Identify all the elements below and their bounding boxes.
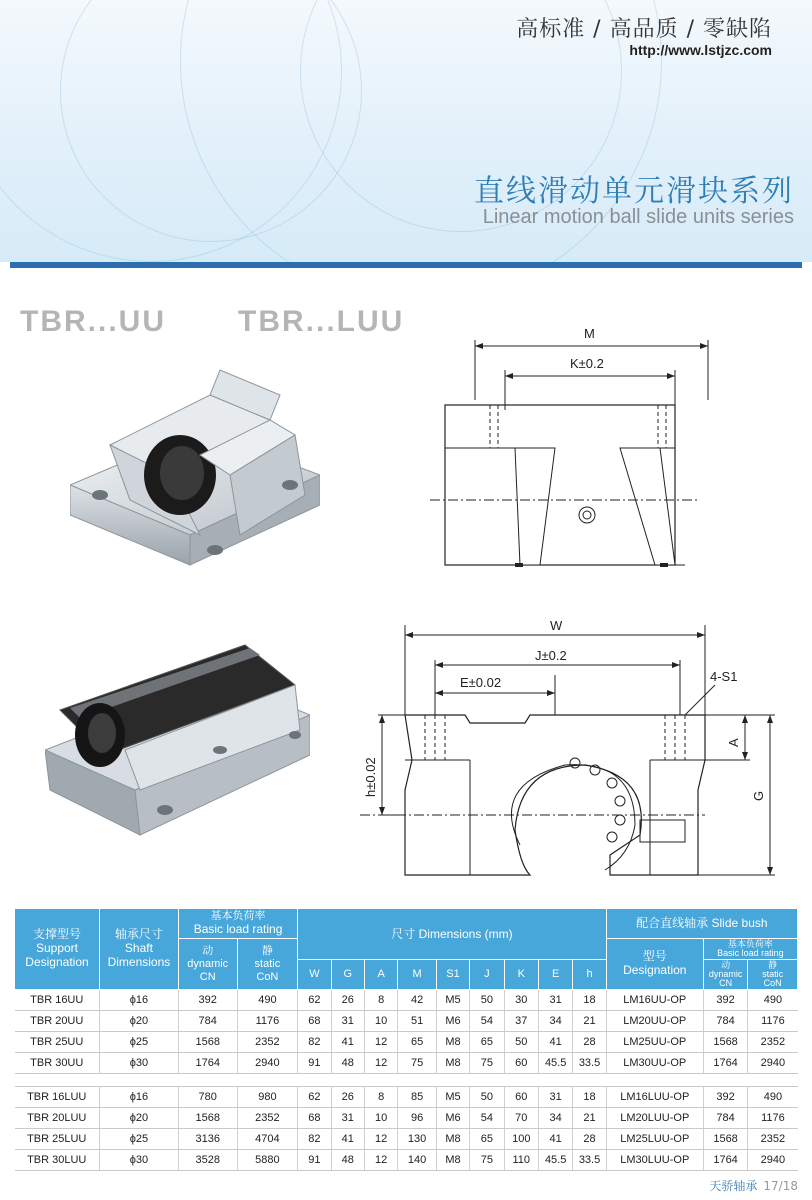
table-cell: 34 bbox=[538, 1011, 572, 1032]
table-cell: 12 bbox=[364, 1053, 397, 1074]
table-cell: 68 bbox=[298, 1108, 331, 1129]
dim-label-w: W bbox=[550, 618, 563, 633]
table-cell: 82 bbox=[298, 1032, 331, 1053]
table-cell: 62 bbox=[298, 1087, 331, 1108]
header-bush-load: 基本负荷率 Basic load rating bbox=[703, 939, 797, 960]
table-cell: TBR 30LUU bbox=[15, 1150, 100, 1171]
table-cell: 60 bbox=[504, 1053, 538, 1074]
table-cell: 100 bbox=[504, 1129, 538, 1150]
table-cell: 490 bbox=[748, 1087, 798, 1108]
table-cell: ϕ20 bbox=[99, 1011, 178, 1032]
header-dim-a: A bbox=[364, 960, 397, 990]
table-cell: 33.5 bbox=[573, 1150, 606, 1171]
table-cell: 28 bbox=[573, 1032, 606, 1053]
dim-label-m: M bbox=[584, 326, 595, 341]
table-cell: 31 bbox=[538, 1087, 572, 1108]
spec-table bbox=[14, 908, 798, 1171]
table-cell: ϕ30 bbox=[99, 1053, 178, 1074]
table-cell: LM20UU-OP bbox=[606, 1011, 703, 1032]
dim-label-s: 4-S1 bbox=[710, 669, 738, 684]
page-title-cn: 直线滑动单元滑块系列 bbox=[474, 174, 794, 209]
footer-brand: 天骄轴承 bbox=[709, 1179, 758, 1193]
header-support: 支撑型号 Support Designation bbox=[15, 909, 100, 990]
table-cell: 10 bbox=[364, 1011, 397, 1032]
table-cell: 2940 bbox=[748, 1053, 798, 1074]
table-cell: 3528 bbox=[178, 1150, 237, 1171]
table-cell: 50 bbox=[470, 1087, 504, 1108]
table-cell: M8 bbox=[436, 1032, 469, 1053]
table-cell: 48 bbox=[331, 1150, 364, 1171]
table-cell: 41 bbox=[538, 1129, 572, 1150]
table-cell: LM25LUU-OP bbox=[606, 1129, 703, 1150]
table-cell: 5880 bbox=[237, 1150, 298, 1171]
table-cell: 780 bbox=[178, 1087, 237, 1108]
table-cell: 65 bbox=[470, 1129, 504, 1150]
table-cell: 75 bbox=[398, 1053, 436, 1074]
table-row bbox=[15, 990, 798, 1011]
table-cell: TBR 30UU bbox=[15, 1053, 100, 1074]
header-dimensions: 尺寸 Dimensions (mm) bbox=[298, 909, 606, 960]
table-cell: 65 bbox=[470, 1032, 504, 1053]
header-divider bbox=[10, 262, 802, 268]
table-cell: 18 bbox=[573, 1087, 606, 1108]
table-cell: 490 bbox=[237, 990, 298, 1011]
table-cell: 8 bbox=[364, 990, 397, 1011]
table-cell: 490 bbox=[748, 990, 798, 1011]
table-cell: 12 bbox=[364, 1129, 397, 1150]
table-cell: 1176 bbox=[237, 1011, 298, 1032]
table-row bbox=[15, 1087, 798, 1108]
table-cell: 110 bbox=[504, 1150, 538, 1171]
table-cell: 48 bbox=[331, 1053, 364, 1074]
table-row bbox=[15, 1011, 798, 1032]
dim-label-h: h±0.02 bbox=[363, 757, 378, 797]
table-cell: TBR 25LUU bbox=[15, 1129, 100, 1150]
table-cell: 2352 bbox=[748, 1032, 798, 1053]
header-dim-g: G bbox=[331, 960, 364, 990]
table-cell: 33.5 bbox=[573, 1053, 606, 1074]
dim-label-e: E±0.02 bbox=[460, 675, 502, 690]
table-cell: 75 bbox=[470, 1053, 504, 1074]
table-cell: M5 bbox=[436, 1087, 469, 1108]
table-cell: 2352 bbox=[237, 1032, 298, 1053]
table-cell: 1176 bbox=[748, 1011, 798, 1032]
table-cell: 784 bbox=[178, 1011, 237, 1032]
table-cell: 85 bbox=[398, 1087, 436, 1108]
page-header bbox=[0, 0, 812, 262]
drawing-front-view bbox=[360, 615, 790, 890]
table-cell: 82 bbox=[298, 1129, 331, 1150]
header-dim-e: E bbox=[538, 960, 572, 990]
table-cell: 2352 bbox=[748, 1129, 798, 1150]
table-cell: 21 bbox=[573, 1011, 606, 1032]
table-cell: 91 bbox=[298, 1053, 331, 1074]
table-cell: 980 bbox=[237, 1087, 298, 1108]
table-cell: 140 bbox=[398, 1150, 436, 1171]
table-cell: 60 bbox=[504, 1087, 538, 1108]
table-cell: LM20LUU-OP bbox=[606, 1108, 703, 1129]
table-cell: M5 bbox=[436, 990, 469, 1011]
table-cell: 8 bbox=[364, 1087, 397, 1108]
header-dim-w: W bbox=[298, 960, 331, 990]
table-cell: 54 bbox=[470, 1011, 504, 1032]
table-cell: 65 bbox=[398, 1032, 436, 1053]
table-cell: 12 bbox=[364, 1032, 397, 1053]
group-spacer bbox=[15, 1074, 798, 1087]
table-cell: M8 bbox=[436, 1129, 469, 1150]
table-row bbox=[15, 1129, 798, 1150]
table-cell: 50 bbox=[504, 1032, 538, 1053]
drawing-side-view bbox=[430, 320, 710, 580]
product-photo-luu bbox=[45, 640, 310, 840]
table-cell: 96 bbox=[398, 1108, 436, 1129]
dim-label-a: A bbox=[726, 738, 741, 747]
table-cell: 37 bbox=[504, 1011, 538, 1032]
table-cell: 62 bbox=[298, 990, 331, 1011]
company-url[interactable]: http://www.lstjzc.com bbox=[629, 42, 772, 58]
table-cell: 130 bbox=[398, 1129, 436, 1150]
table-cell: 784 bbox=[703, 1108, 748, 1129]
table-cell: 91 bbox=[298, 1150, 331, 1171]
table-cell: LM25UU-OP bbox=[606, 1032, 703, 1053]
table-cell: 45.5 bbox=[538, 1053, 572, 1074]
table-cell: 18 bbox=[573, 990, 606, 1011]
table-row bbox=[15, 1150, 798, 1171]
dim-label-g: G bbox=[751, 790, 766, 801]
table-cell: 34 bbox=[538, 1108, 572, 1129]
dim-label-k: K±0.2 bbox=[570, 356, 604, 371]
table-cell: 2940 bbox=[237, 1053, 298, 1074]
table-cell: 12 bbox=[364, 1150, 397, 1171]
header-bush-dynamic: 动 dynamic CN bbox=[703, 960, 748, 990]
header-bush-designation: 型号 Designation bbox=[606, 939, 703, 990]
table-cell: 26 bbox=[331, 1087, 364, 1108]
model-label-uu: TBR...UU bbox=[20, 305, 166, 338]
table-cell: 41 bbox=[538, 1032, 572, 1053]
table-cell: ϕ25 bbox=[99, 1032, 178, 1053]
dim-label-j: J±0.2 bbox=[535, 648, 567, 663]
table-cell: 784 bbox=[703, 1011, 748, 1032]
table-cell: 68 bbox=[298, 1011, 331, 1032]
header-dynamic: 动 dynamic CN bbox=[178, 939, 237, 990]
table-cell: 1764 bbox=[178, 1053, 237, 1074]
table-cell: M6 bbox=[436, 1108, 469, 1129]
table-cell: 26 bbox=[331, 990, 364, 1011]
model-label-luu: TBR...LUU bbox=[238, 305, 405, 338]
table-cell: TBR 20UU bbox=[15, 1011, 100, 1032]
table-cell: 1568 bbox=[703, 1032, 748, 1053]
table-cell: 28 bbox=[573, 1129, 606, 1150]
header-static: 静 static CoN bbox=[237, 939, 298, 990]
header-dim-m: M bbox=[398, 960, 436, 990]
table-cell: 51 bbox=[398, 1011, 436, 1032]
table-cell: 21 bbox=[573, 1108, 606, 1129]
table-cell: 31 bbox=[331, 1108, 364, 1129]
table-cell: 10 bbox=[364, 1108, 397, 1129]
table-cell: 75 bbox=[470, 1150, 504, 1171]
table-cell: 30 bbox=[504, 990, 538, 1011]
table-cell: 1764 bbox=[703, 1150, 748, 1171]
header-dim-h: h bbox=[573, 960, 606, 990]
header-slide-bush: 配合直线轴承 Slide bush bbox=[606, 909, 797, 939]
table-cell: LM30UU-OP bbox=[606, 1053, 703, 1074]
table-cell: 1568 bbox=[178, 1108, 237, 1129]
table-cell: 31 bbox=[538, 990, 572, 1011]
header-load-rating: 基本负荷率 Basic load rating bbox=[178, 909, 297, 939]
table-cell: 392 bbox=[703, 1087, 748, 1108]
table-cell: TBR 25UU bbox=[15, 1032, 100, 1053]
company-slogan: 高标准 / 高品质 / 零缺陷 bbox=[516, 17, 772, 42]
table-cell: TBR 20LUU bbox=[15, 1108, 100, 1129]
product-photo-uu bbox=[70, 365, 320, 580]
page-footer bbox=[709, 1177, 798, 1194]
spec-table-body bbox=[15, 990, 798, 1171]
table-row bbox=[15, 1032, 798, 1053]
table-cell: 1764 bbox=[703, 1053, 748, 1074]
table-cell: 45.5 bbox=[538, 1150, 572, 1171]
table-cell: ϕ20 bbox=[99, 1108, 178, 1129]
table-cell: 392 bbox=[178, 990, 237, 1011]
header-bush-static: 静 static CoN bbox=[748, 960, 798, 990]
table-cell: 31 bbox=[331, 1011, 364, 1032]
table-cell: 1568 bbox=[703, 1129, 748, 1150]
table-cell: M8 bbox=[436, 1053, 469, 1074]
table-cell: TBR 16LUU bbox=[15, 1087, 100, 1108]
table-cell: LM16UU-OP bbox=[606, 990, 703, 1011]
table-cell: TBR 16UU bbox=[15, 990, 100, 1011]
table-cell: 2352 bbox=[237, 1108, 298, 1129]
table-cell: LM16LUU-OP bbox=[606, 1087, 703, 1108]
table-cell: 3136 bbox=[178, 1129, 237, 1150]
table-cell: 54 bbox=[470, 1108, 504, 1129]
table-cell: M6 bbox=[436, 1011, 469, 1032]
table-cell: 1176 bbox=[748, 1108, 798, 1129]
table-cell: ϕ25 bbox=[99, 1129, 178, 1150]
table-cell: 70 bbox=[504, 1108, 538, 1129]
table-cell: 1568 bbox=[178, 1032, 237, 1053]
page-title-en: Linear motion ball slide units series bbox=[482, 206, 794, 228]
header-dim-j: J bbox=[470, 960, 504, 990]
table-cell: 2940 bbox=[748, 1150, 798, 1171]
table-cell: M8 bbox=[436, 1150, 469, 1171]
header-dim-k: K bbox=[504, 960, 538, 990]
table-cell: 41 bbox=[331, 1129, 364, 1150]
table-cell: 392 bbox=[703, 990, 748, 1011]
table-row bbox=[15, 1108, 798, 1129]
table-cell: 50 bbox=[470, 990, 504, 1011]
table-row bbox=[15, 1053, 798, 1074]
table-cell: LM30LUU-OP bbox=[606, 1150, 703, 1171]
table-cell: ϕ30 bbox=[99, 1150, 178, 1171]
table-cell: ϕ16 bbox=[99, 1087, 178, 1108]
table-cell: 4704 bbox=[237, 1129, 298, 1150]
header-dim-s1: S1 bbox=[436, 960, 469, 990]
table-cell: ϕ16 bbox=[99, 990, 178, 1011]
table-cell: 41 bbox=[331, 1032, 364, 1053]
header-shaft: 轴承尺寸 Shaft Dimensions bbox=[99, 909, 178, 990]
table-cell: 42 bbox=[398, 990, 436, 1011]
page-number: 17/18 bbox=[763, 1179, 798, 1193]
